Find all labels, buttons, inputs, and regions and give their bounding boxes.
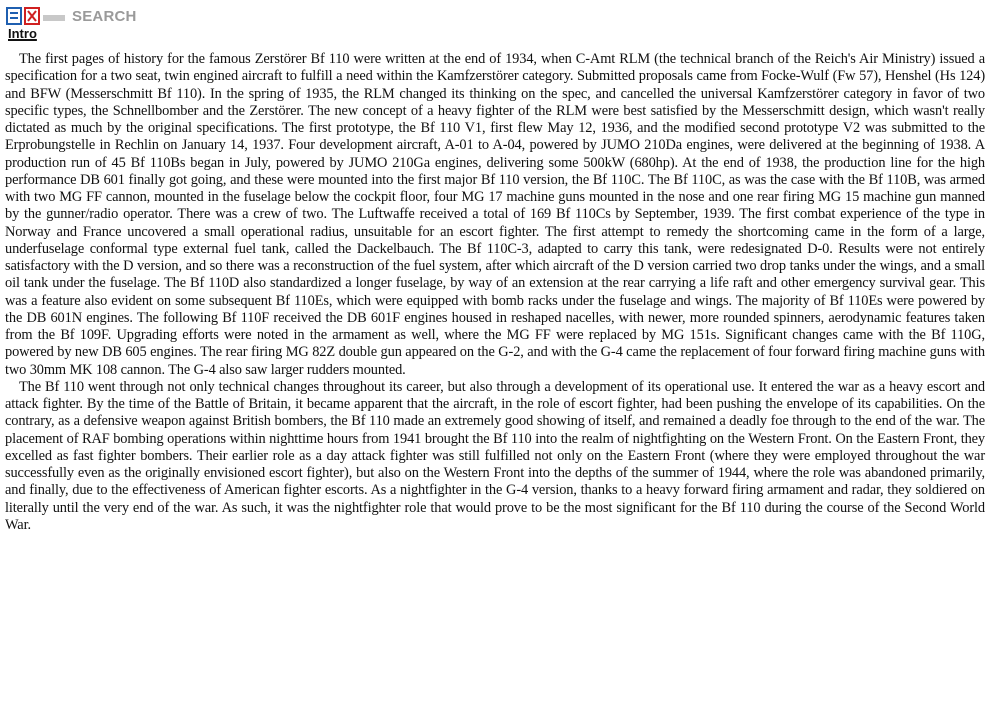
paragraph: The first pages of history for the famous Zerstörer Bf 110 were written at the end of 1934, when C-Amt RLM (the technical branch of the Reich's Air Ministry) issued a specification for a two seat, twin engined aircraft to fulfill a need within the Kamfzerstörer category. Submitted proposals came from Focke-Wulf (Fw 57), Henshel (Hs 124) and BFW (Messerschmitt Bf 110). In the spring of 1935, the RLM changed its thinking on the spec, and cancelled the universal Kamfzerstörer category in favor of two specific types, the Schnellbomber and the Zerstörer. The new concept of a heavy fighter of the RLM were best satisfied by the Messerschmitt design, which wasn't really dictated as much by the original specifications. The first prototype, the Bf 110 V1, first flew May 12, 1936, and the modified second prototype V2 was submitted to the Erprobungstelle in Rechlin on January 14, 1937. Four development aircraft, A-01 to A-04, powered by JUMO 210Da engines, were delivered at the beginning of 1938. A production run of 45 Bf 110Bs began in July, powered by JUMO 210Ga engines, delivering some 500kW (680hp). At the end of 1938, the production line for the high performance DB 601 finally got going, and these were mounted into the first major Bf 110 version, the Bf 110C. The Bf 110C, as was the case with the Bf 110B, was armed with two MG FF cannon, mounted in the fuselage below the cockpit floor, four MG 17 machine guns mounted in the nose and one rear firing MG 15 machine gun manned by the gunner/radio operator. There was a crew of two. The Luftwaffe received a total of 169 Bf 110Cs by September, 1939. The first combat experience of the type in Norway and France uncovered a small operational radius, unsuitable for an escort fighter. The first attempt to remedy the shortcoming came in the form of a large, underfuselage conformal type external fuel tank, called the Dackelbauch. The Bf 110C-3, adapted to carry this tank, were redesignated D-0. Results were not entirely satisfactory with the D version, and so there was a reconstruction of the fuel system, after which aircraft of the D version carried two drop tanks under the wings, and a small oil tank under the fuselage. The Bf 110D also standardized a longer fuselage, by way of an extension at the rear carrying a life raft and other emergency survival gear. This was a feature also evident on some subsequent Bf 110Es, which were equipped with bomb racks under the fuselage and wings. The majority of Bf 110Es were powered by the DB 601N engines. The following Bf 110F received the DB 601F engines housed in reshaped nacelles, with newer, more rounded spinners, aerodynamic features taken from the Bf 109F. Upgrading efforts were noted in the armament as well, where the MG FF were replaced by MG 151s. Significant changes came with the Bf 110G, powered by new DB 605 engines. The rear firing MG 82Z double gun appeared on the G-2, and with the G-4 came the replacement of four forward firing machine guns with two 30mm MK 108 cannon. The G-4 also saw larger rudders mounted.: [5, 51, 985, 378]
site-logo-icon: [6, 5, 68, 27]
paragraph: The Bf 110 went through not only technical changes throughout its career, but also through a development of its operational use. It entered the war as a heavy escort and attack fighter. By the time of the Battle of Britain, it became apparent that the aircraft, in the role of escort fighter, had been pushing the envelope of its capabilities. On the contrary, as a defensive weapon against British bombers, the Bf 110 made an extremely good showing of itself, and remained a deadly foe through to the end of the war. The placement of RAF bombing operations within nighttime hours from 1941 brought the Bf 110 into the realm of nightfighting on the Western Front. On the Eastern Front, they excelled as fast fighter bombers. Their earlier role as a day attack fighter was still fulfilled not only on the Eastern Front (where they were employed throughout the war successfully even as the originally envisioned escort fighter), but also on the Western Front into the depths of the summer of 1944, where the role was abandoned primarily, and finally, due to the effectiveness of American fighter escorts. As a nightfighter in the G-4 version, thanks to a heavy forward firing armament and radar, they soldiered on literally until the very end of the war. As such, it was the nightfighter role that would prove to be the most significant for the Bf 110 during the course of the Second World War.: [5, 378, 985, 533]
article-body: [5, 51, 985, 534]
watermark-text: SEARCH: [72, 7, 137, 25]
section-heading: Intro: [8, 26, 37, 41]
watermark: [6, 4, 137, 28]
